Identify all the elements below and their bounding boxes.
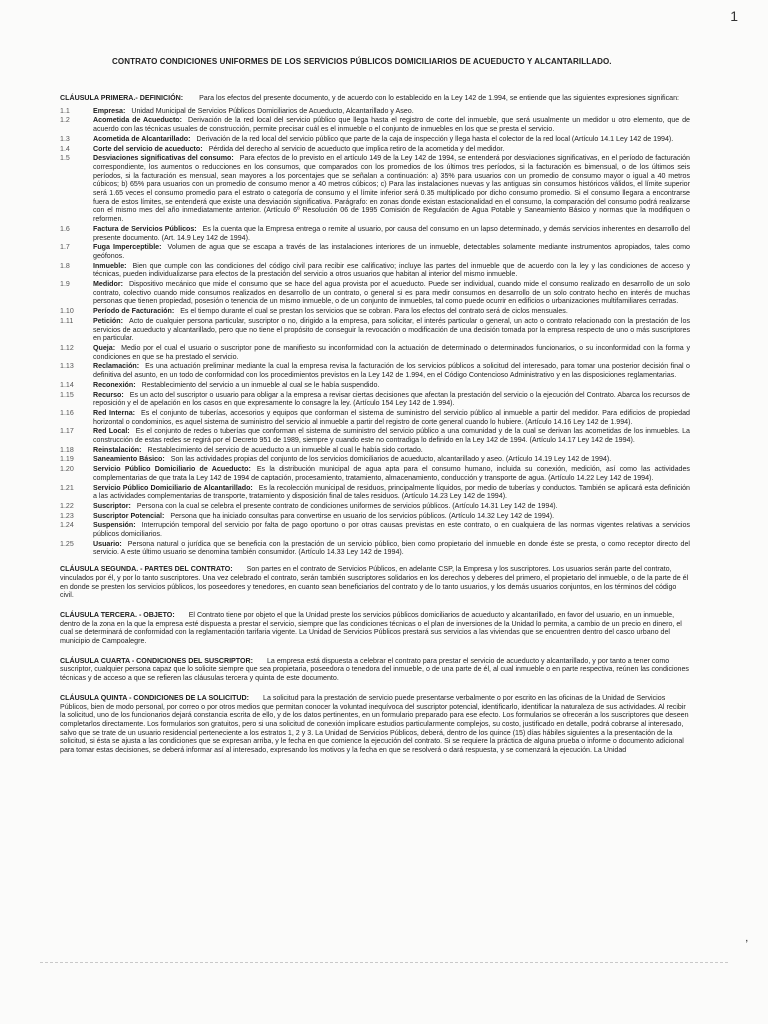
clause-block: [60, 611, 690, 646]
definition-text: Es el tiempo durante el cual se prestan los servicios que se cobran. Para los efectos del contrato será de ciclos mensuales.: [180, 307, 568, 316]
definition-term: Reconexión:: [93, 380, 136, 389]
definition-item: [60, 540, 690, 557]
definition-text: Derivación de la red local del servicio público que parte de la caja de inspección y llega hasta el colector de la red local (Artículo 14.1 Ley 142 de 1994).: [196, 134, 674, 143]
definition-term: Suspensión:: [93, 521, 136, 530]
definition-item: [60, 484, 690, 501]
clausula-primera-heading: CLÁUSULA PRIMERA.- DEFINICIÓN:: [60, 94, 184, 102]
definition-number: 1.21: [60, 483, 74, 492]
definition-number: 1.24: [60, 521, 74, 530]
clause-text: El Contrato tiene por objeto el que la Unidad preste los servicios públicos domiciliarios de acueducto y alcantarillado, en favor del usuario, en un inmueble, dentro de la zona en la que la empresa esté dispuesta a prestar el servicio, siempre que las condiciones técnicas o el plan de inversiones de la Unidad lo permita, a cambio de un precio en dinero, el cual se determinará de conformidad con la reglamentación tarifaria vigente. La Unidad de Servicios Públicos prestará sus servicios a las viviendas que se encuentren dentro del casco urbano del municipio de Campoalegre.: [60, 610, 682, 646]
clausula-primera-text: Para los efectos del presente documento, y de acuerdo con lo establecido en la Ley 142 de 1.994, se entiende que las siguientes expresiones significan:: [199, 94, 680, 102]
definition-number: 1.5: [60, 154, 70, 163]
definition-text: Persona natural o jurídica que se beneficia con la prestación de un servicio público, bien como propietario del inmueble en donde éste se presta, o como receptor directo del servicio. A este último usuario se denomina también consumidor. (Artículo 14.33 Ley 142 de 1994).: [93, 539, 690, 557]
definition-number: 1.11: [60, 316, 74, 325]
definition-term: Inmueble:: [93, 261, 127, 270]
definition-term: Queja:: [93, 343, 116, 352]
definition-text: Es la distribución municipal de agua apta para el consumo humano, incluida su conexión, medición, así como las actividades complementarias de que trata la Ley 142 de 1994 de captación, procesamiento, tratamiento, almacenamiento, conducción y transporte de agua. (Artículo 14.22 Ley 142 de 1994).: [93, 465, 690, 482]
definition-text: Dispositivo mecánico que mide el consumo que se hace del agua provista por el acueducto. Puede ser individual, cuando mide el consumo realizado en desarrollo de un solo contrato, colectivo cuando mide consumos realizados en desarrollo de un contrato, o general si es para medir consumos en desarrollo de un solo contrato hecho en interés de muchas personas que tienen propiedad, posesión o tenencia de un mismo inmueble, o de un conjunto de inmuebles, tal como puede ocurrir en edificios o urbanizaciones multifamiliares cerradas.: [93, 280, 690, 306]
definition-number: 1.15: [60, 390, 74, 399]
definition-text: Es la cuenta que la Empresa entrega o remite al usuario, por causa del consumo en un lapso determinado, y demás servicios inherentes en desarrollo del presente documento. (Art. 14.9 Ley 142 de 1994).: [93, 224, 690, 242]
definition-item: [60, 107, 690, 116]
document-body: [60, 94, 690, 766]
definition-item: [60, 225, 690, 242]
definition-text: Interrupción temporal del servicio por falta de pago oportuno o por otras causas previstas en este contrato, o en cualquiera de las normas vigentes relativas a servicios públicos domiciliarios.: [93, 521, 690, 539]
definition-item: [60, 502, 690, 511]
definition-text: Es un acto del suscriptor o usuario para obligar a la empresa a revisar ciertas decisiones que afectan la prestación del servicio o la ejecución del Contrato. Abarca los recursos de reposición y el de apelación en los casos en que expresamente lo consagre la ley. (Artículo 154 Ley 142 de 1.994).: [93, 390, 690, 408]
definition-body: [93, 225, 690, 242]
clause-block: [60, 565, 690, 600]
definition-body: [93, 381, 690, 390]
definition-number: 1.20: [60, 465, 74, 474]
definition-number: 1.23: [60, 511, 74, 520]
definition-item: [60, 262, 690, 279]
clause-spacer: [60, 759, 690, 766]
definition-body: [93, 391, 690, 408]
definition-text: Persona con la cual se celebra el presente contrato de condiciones uniformes de servicios públicos. (Artículo 14.31 Ley 142 de 1994).: [136, 501, 558, 510]
definition-number: 1.13: [60, 362, 74, 371]
definition-text: Medio por el cual el usuario o suscriptor pone de manifiesto su inconformidad con la actuación de determinado o determinados funcionarios, o su inconformidad con la forma y condiciones en que se ha prestado el servicio.: [93, 343, 690, 361]
definition-text: Es la recolección municipal de residuos, principalmente líquidos, por medio de tuberías y conductos. También se aplicará esta definición a las actividades complementarias de transporte, tratamiento y disposición final de tales residuos. (Artículo 14.23 Ley 142 de 1994).: [93, 483, 690, 501]
definition-body: [93, 502, 690, 511]
definition-text: Acto de cualquier persona particular, suscriptor o no, dirigido a la empresa, para solicitar, el interés particular o general, un acto o contrato relacionado con la prestación de los servicios de acueducto y alcantarillado, pero que no tiene el propósito de conseguir la revocación o modificación de una decisión tomada por la empresa respecto de uno o más suscriptores en particular.: [93, 316, 690, 343]
definition-term: Recurso:: [93, 390, 124, 399]
definition-number: 1.4: [60, 144, 70, 153]
definition-item: [60, 317, 690, 343]
definition-body: [93, 262, 690, 279]
definitions-list: [60, 107, 690, 557]
definition-body: [93, 427, 690, 444]
definition-body: [93, 484, 690, 501]
definition-text: Es el conjunto de tuberías, accesorios y equipos que conforman el sistema de suministro del servicio público al inmueble a partir del medidor. Para edificios de propiedad horizontal o condominios, es aquel sistema de suministro del servicio al inmueble a partir del registro de corte general cuando lo hubiere. (Artículo 14.16 Ley 142 de 1.994).: [93, 408, 690, 426]
definition-item: [60, 116, 690, 133]
definition-term: Servicio Público Domiciliario de Acueducto:: [93, 465, 251, 474]
definition-item: [60, 427, 690, 444]
definition-body: [93, 521, 690, 538]
definition-term: Suscriptor:: [93, 501, 131, 510]
definition-term: Red Interna:: [93, 408, 136, 417]
definition-text: Restablecimiento del servicio a un inmueble al cual se le había suspendido.: [141, 380, 380, 389]
definition-body: [93, 307, 690, 316]
definition-body: [93, 243, 690, 260]
margin-mark: ‚: [745, 930, 748, 944]
definition-number: 1.7: [60, 243, 70, 252]
definition-number: 1.2: [60, 116, 70, 125]
definition-number: 1.25: [60, 539, 74, 548]
definition-body: [93, 116, 690, 133]
definition-term: Acometida de Acueducto:: [93, 116, 182, 125]
definition-body: [93, 465, 690, 482]
definition-item: [60, 409, 690, 426]
definition-item: [60, 465, 690, 482]
clause-text: La empresa está dispuesta a celebrar el contrato para prestar el servicio de acueducto y alcantarillado, y por tanto a tener como suscriptor, cualquier persona capaz que lo solicite siempre que sea propietaria, poseedora o tenedora del inmueble, o de una parte de él, al cual inmueble o en parte respectiva, reúnen las condiciones técnicas y de acceso a que se refieren las cláusulas tercera y quinta de este documento.: [60, 656, 689, 683]
definition-number: 1.19: [60, 455, 74, 464]
definition-item: [60, 446, 690, 455]
definition-number: 1.17: [60, 427, 74, 436]
definition-text: Es el conjunto de redes o tuberías que conforman el sistema de suministro del servicio público a una comunidad y de la cual se derivan las acometidas de los inmuebles. La construcción de estas redes se regirá por el Decreto 951 de 1989, siempre y cuando este no contradiga lo definido en la Ley 142 de 1994. (Artículo 14.17 Ley 142 de 1994).: [93, 427, 691, 445]
definition-text: Bien que cumple con las condiciones del código civil para recibir ese calificativo; incluye las partes del inmueble que de acuerdo con la ley y las condiciones de acceso y técnicas, pueden individualizarse para efectos de la prestación del servicio a otros usuarios que habitan al interior del mismo inmueble.: [93, 261, 690, 279]
clause-block: [60, 657, 690, 683]
definition-term: Período de Facturación:: [93, 307, 175, 316]
clause-block: [60, 694, 690, 755]
definition-body: [93, 154, 690, 224]
definition-number: 1.10: [60, 307, 74, 316]
definition-item: [60, 344, 690, 361]
clauses-list: [60, 565, 690, 766]
page-number: 1: [730, 8, 738, 24]
definition-term: Corte del servicio de acueducto:: [93, 144, 203, 153]
clause-text: La solicitud para la prestación de servicio puede presentarse verbalmente o por escrito en las oficinas de la Unidad de Servicios Públicos, bien de modo personal, por correo o por otros medios que permitan conocer la voluntad inequívoca del suscriptor potencial, identificarlo, identificar la naturaleza de sus actividades. Al recibir la solicitud, uno de los funcionarios dejará constancia escrita de ello, y de los datos pertinentes, en un formulario preparado para ese efecto. Los formularios se ofrecerán a los suscriptores que deseen completarlos directamente. Los formularios son gratuitos, pero si una solicitud de conexión implicare estudios particularmente complejos, su costo, justificado en detalle, podrá cobrarse al interesado, salvo que se trate de un usuario residencial perteneciente a los estratos 1, 2 y 3. La Unidad de Servicios Públicos, deberá, dentro de los quince (15) días hábiles siguientes a la presentación de la solicitud, si ésta se ajusta a las condiciones que se expresan arriba, y le fecha en que comience la ejecución del contrato. Si se requiere la práctica de alguna prueba o informe o documento adicional para tomar estas decisiones, se deberá informar así al interesado, expresando los motivos y la fecha en que se resolverá o dará respuesta, y se comenzará la ejecución. La Unidad: [60, 693, 689, 755]
definition-term: Medidor:: [93, 280, 123, 289]
definition-item: [60, 280, 690, 306]
definition-number: 1.14: [60, 380, 74, 389]
definition-body: [93, 145, 690, 154]
definition-item: [60, 135, 690, 144]
clause-heading: CLÁUSULA CUARTA - CONDICIONES DEL SUSCRIPTOR:: [60, 656, 253, 665]
definition-term: Reclamación:: [93, 362, 140, 371]
definition-term: Acometida de Alcantarillado:: [93, 134, 191, 143]
definition-item: [60, 381, 690, 390]
definition-term: Petición:: [93, 316, 123, 325]
clause-heading: CLÁUSULA TERCERA. - OBJETO:: [60, 610, 175, 619]
definition-body: [93, 409, 690, 426]
definition-text: Es una actuación preliminar mediante la cual la empresa revisa la facturación de los servicios públicos a solicitud del interesado, para tomar una posterior decisión final o definitiva del asunto, en un todo de conformidad con los procedimientos previstos en la Ley 142 de 1.994, en el Código Contencioso Administrativo y en las disposiciones reglamentarias.: [93, 362, 690, 380]
definition-body: [93, 512, 690, 521]
definition-term: Red Local:: [93, 427, 130, 436]
definition-term: Desviaciones significativas del consumo:: [93, 154, 234, 163]
definition-number: 1.18: [60, 445, 74, 454]
definition-item: [60, 512, 690, 521]
definition-text: Persona que ha iniciado consultas para convertirse en usuario de los servicios públicos. (Artículo 14.32 Ley 142 de 1994).: [170, 511, 555, 520]
definition-term: Empresa:: [93, 106, 126, 115]
definition-term: Factura de Servicios Públicos:: [93, 224, 197, 233]
footer-rule: [40, 962, 728, 963]
definition-number: 1.1: [60, 106, 70, 115]
definition-text: Pérdida del derecho al servicio de acueducto que implica retiro de la acometida y del medidor.: [208, 144, 505, 153]
definition-body: [93, 446, 690, 455]
definition-body: [93, 344, 690, 361]
definition-term: Usuario:: [93, 539, 122, 548]
definition-body: [93, 135, 690, 144]
clause-spacer: [60, 650, 690, 657]
definition-text: Para efectos de lo previsto en el artículo 149 de la Ley 142 de 1994, se entenderá por desviaciones significativas, en el período de facturación correspondiente, los aumentos o reducciones en los consumos, que comparados con los promedios de los últimos tres períodos, si la facturación es bimensual, o de los últimos seis períodos, si la facturación es mensual, sean mayores a los porcentajes que se señalan a continuación: a) 35% para usuarios con un promedio de consumo mayor o igual a 40 metros cúbicos; b) 65% para usuarios con un promedio de consumo menor a 40 metros cúbicos; c) Para las instalaciones nuevas y las antiguas sin consumos históricos válidos, el límite superior será 1.65 veces el consumo promedio para el estrato o categoría de consumo y el límite inferior será 0.35 multiplicado por dicho consumo promedio. Si el consumo llegara a encontrarse fuera de estos límites, se entenderá que existe una desviación significativa. Parágrafo: en zonas donde existan estacionalidad en el consumo, la comparación del consumo podrá realizarse con el mismo mes del año inmediatamente anterior. (Artículo 6º Resolución 06 de 1995 Comisión de Regulación de Agua Potable y Saneamiento Básico y normas que la modifiquen o reformen.: [93, 154, 690, 224]
definition-number: 1.22: [60, 501, 74, 510]
definition-term: Suscriptor Potencial:: [93, 511, 165, 520]
definition-number: 1.3: [60, 134, 70, 143]
definition-number: 1.16: [60, 408, 74, 417]
definition-number: 1.9: [60, 280, 70, 289]
document-title: CONTRATO CONDICIONES UNIFORMES DE LOS SERVICIOS PÚBLICOS DOMICILIARIOS DE ACUEDUCTO Y ALCANTARILLADO.: [112, 57, 612, 66]
definition-term: Fuga Imperceptible:: [93, 243, 162, 252]
definition-body: [93, 317, 690, 343]
definition-term: Reinstalación:: [93, 445, 142, 454]
definition-item: [60, 154, 690, 224]
definition-text: Unidad Municipal de Servicios Públicos Domiciliarios de Acueducto, Alcantarillado y Aseo.: [131, 106, 414, 115]
definition-body: [93, 540, 690, 557]
definition-body: [93, 455, 690, 464]
definition-term: Saneamiento Básico:: [93, 455, 165, 464]
definition-item: [60, 362, 690, 379]
clause-spacer: [60, 687, 690, 694]
definition-text: Derivación de la red local del servicio público que llega hasta el registro de corte del inmueble, que será usualmente un medidor u otro elemento, que de acuerdo con las técnicas usuales de construcción, permite precisar cuál es el inmueble o el conjunto de inmuebles en los que se presta el servicio.: [93, 116, 690, 134]
definition-number: 1.6: [60, 224, 70, 233]
clause-spacer: [60, 604, 690, 611]
definition-item: [60, 455, 690, 464]
definition-body: [93, 107, 690, 116]
definition-text: Volumen de agua que se escapa a través de las instalaciones interiores de un inmueble, detectables solamente mediante instrumentos apropiados, tales como geófonos.: [93, 243, 690, 260]
definition-text: Restablecimiento del servicio de acueducto a un inmueble al cual le había sido cortado.: [147, 445, 423, 454]
clause-heading: CLÁUSULA QUINTA - CONDICIONES DE LA SOLICITUD:: [60, 693, 250, 702]
definition-item: [60, 307, 690, 316]
definition-item: [60, 243, 690, 260]
definition-item: [60, 391, 690, 408]
definition-number: 1.8: [60, 261, 70, 270]
definition-body: [93, 362, 690, 379]
definition-item: [60, 145, 690, 154]
definition-item: [60, 521, 690, 538]
clausula-primera: [60, 94, 690, 103]
definition-term: Servicio Público Domiciliario de Alcantarillado:: [93, 483, 253, 492]
definition-number: 1.12: [60, 343, 74, 352]
definition-text: Son las actividades propias del conjunto de los servicios domiciliarios de acueducto, alcantarillado y aseo. (Artículo 14.19 Ley 142 de 1994).: [170, 455, 612, 464]
clause-heading: CLÁUSULA SEGUNDA. - PARTES DEL CONTRATO:: [60, 565, 233, 574]
clause-text: Son partes en el contrato de Servicios Públicos, en adelante CSP, la Empresa y los suscriptores. Los usuarios serán parte del contrato, vinculados por él, y por lo tanto suscriptores. Una vez celebrado el contrato, serán también suscriptores solidarios en los derechos y deberes del primero, el propietario del inmueble, o de la parte de él en donde se presten los servicios públicos, los poseedores y tenedores, en cuanto sean beneficiarios del contrato y de lo tanto usuarios, y los demás usuarios conjuntos, en los términos del código civil.: [60, 565, 689, 600]
definition-body: [93, 280, 690, 306]
